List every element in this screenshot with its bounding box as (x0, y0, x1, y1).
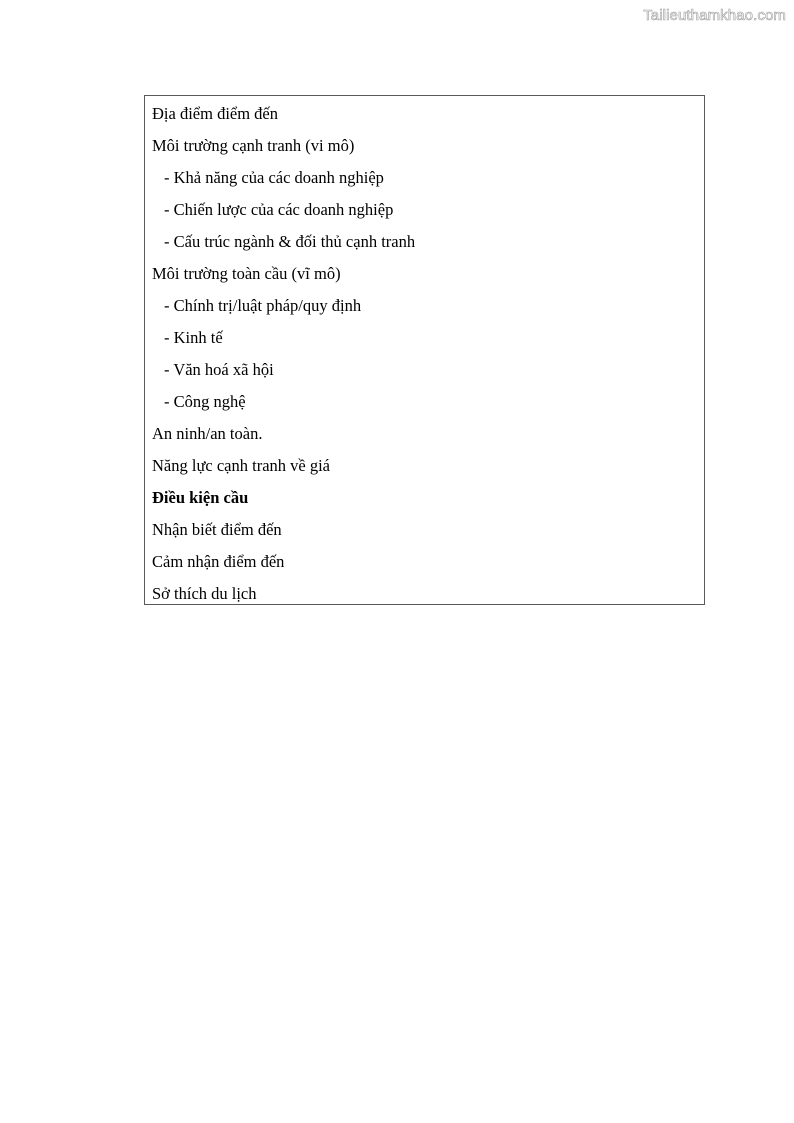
list-subitem: - Công nghệ (164, 392, 246, 411)
list-item: Nhận biết điểm đến (152, 520, 282, 539)
list-subitem: - Khả năng của các doanh nghiệp (164, 168, 384, 187)
list-item: An ninh/an toàn. (152, 424, 263, 443)
factor-list (152, 98, 415, 610)
list-item: Cảm nhận điểm đến (152, 552, 285, 571)
list-subitem: - Chính trị/luật pháp/quy định (164, 296, 362, 315)
list-subitem: - Chiến lược của các doanh nghiệp (164, 200, 394, 219)
content-box (144, 95, 705, 605)
list-subitem: - Cấu trúc ngành & đối thủ cạnh tranh (164, 232, 416, 251)
section-heading: Điều kiện cầu (152, 488, 249, 507)
list-item: Môi trường cạnh tranh (vi mô) (152, 136, 355, 155)
list-item: Sở thích du lịch (152, 584, 257, 603)
list-item: Địa điểm điểm đến (152, 104, 279, 123)
watermark-text: Tailieuthamkhao.com (643, 7, 786, 24)
list-item: Năng lực cạnh tranh về giá (152, 456, 330, 475)
list-subitem: - Kinh tế (164, 328, 223, 347)
list-subitem: - Văn hoá xã hội (164, 360, 274, 379)
list-item: Môi trường toàn cầu (vĩ mô) (152, 264, 341, 283)
